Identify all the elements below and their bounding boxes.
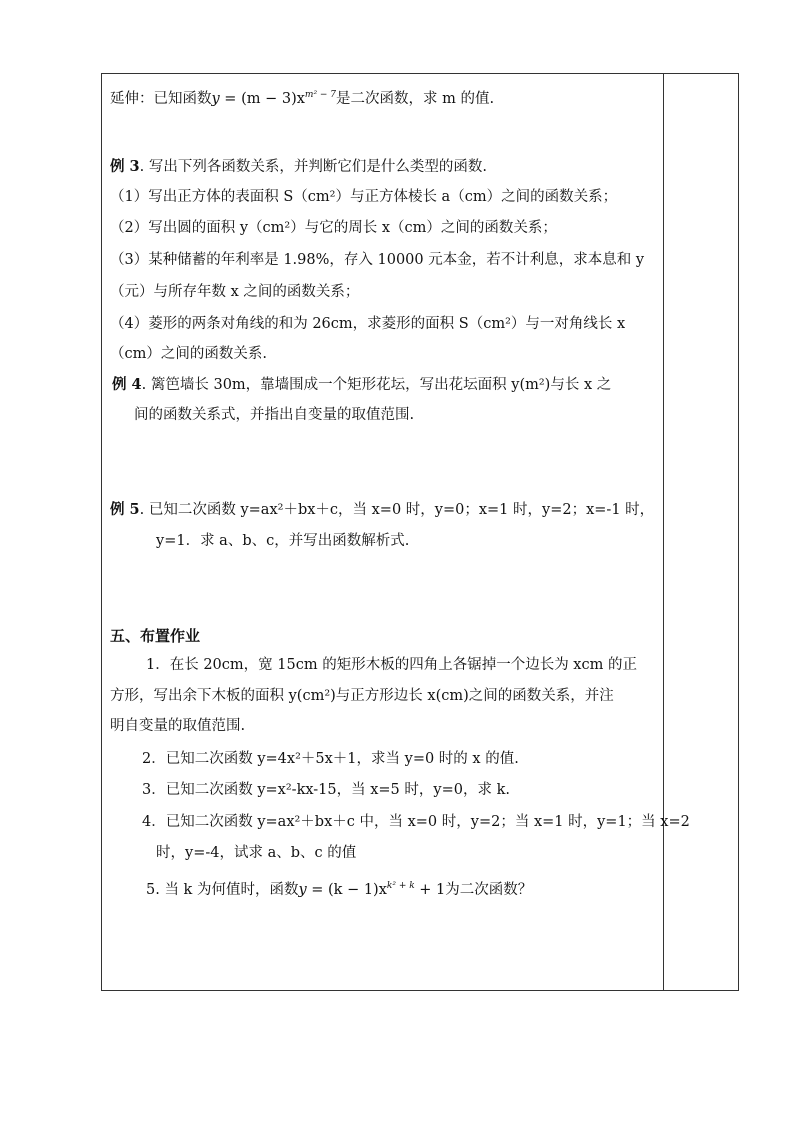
example4-label: 例 4 bbox=[112, 376, 142, 393]
homework-line-7: 时，y=-4，试求 a、b、c 的值 bbox=[156, 845, 357, 861]
homework-line-5: 3．已知二次函数 y=x²-kx-15，当 x=5 时，y=0，求 k. bbox=[142, 782, 510, 798]
homework-line-2: 方形，写出余下木板的面积 y(cm²)与正方形边长 x(cm)之间的函数关系，并注 bbox=[110, 688, 614, 704]
example3-item-4-cont: （cm）之间的函数关系. bbox=[110, 346, 267, 362]
example3-label: 例 3 bbox=[110, 158, 140, 175]
homework-line-4: 2．已知二次函数 y=4x²＋5x＋1，求当 y=0 时的 x 的值. bbox=[142, 751, 519, 767]
homework-line-6: 4．已知二次函数 y=ax²＋bx＋c 中，当 x=0 时，y=2；当 x=1 时，y=1；当 x=2 bbox=[142, 814, 690, 830]
homework-q5: 5. 当 k 为何值时，函数$y = (k - 1)x^{k^2 + k} + 1$为二次函数？ bbox=[146, 881, 533, 898]
example3-item-1: （1）写出正方体的表面积 S（cm²）与正方体棱长 a（cm）之间的函数关系； bbox=[110, 189, 618, 205]
homework-heading: 五、布置作业 bbox=[110, 627, 201, 645]
column-divider bbox=[663, 73, 664, 991]
homework-line-3: 明自变量的取值范围. bbox=[110, 718, 246, 734]
example3-heading bbox=[110, 157, 487, 177]
homework-q5-formula: $y = (k - 1)x^{k^2 + k} + 1$ bbox=[298, 881, 446, 898]
extension-formula: $y = (m - 3)x^{m^2 - 7}$ bbox=[211, 90, 337, 107]
example5-line1: 例 5. 已知二次函数 y=ax²＋bx＋c，当 x=0 时，y=0；x=1 时，y=2；x=-1 时， bbox=[110, 501, 655, 518]
example3-title: . 写出下列各函数关系，并判断它们是什么类型的函数. bbox=[139, 159, 487, 175]
example4-line2: 间的函数关系式，并指出自变量的取值范围. bbox=[134, 407, 415, 423]
extension-prefix: 延伸：已知函数 bbox=[110, 91, 212, 107]
example3-item-2: （2）写出圆的面积 y（cm²）与它的周长 x（cm）之间的函数关系； bbox=[110, 220, 557, 236]
example4-line1: 例 4. 篱笆墙长 30m，靠墙围成一个矩形花坛，写出花坛面积 y(m²)与长 x 之 bbox=[112, 376, 612, 393]
extension-line bbox=[110, 89, 494, 109]
example3-item-3: （3）某种储蓄的年利率是 1.98%，存入 10000 元本金，若不计利息，求本息和 y bbox=[110, 252, 645, 268]
example3-item-4: （4）菱形的两条对角线的和为 26cm，求菱形的面积 S（cm²）与一对角线长 x bbox=[110, 316, 626, 332]
homework-line-1: 1．在长 20cm，宽 15cm 的矩形木板的四角上各锯掉一个边长为 xcm 的正 bbox=[146, 657, 637, 673]
example5-line2: y=1．求 a、b、c，并写出函数解析式. bbox=[156, 533, 410, 549]
example3-item-3-cont: （元）与所存年数 x 之间的函数关系； bbox=[110, 284, 360, 300]
example5-label: 例 5 bbox=[110, 501, 140, 518]
extension-suffix: 是二次函数，求 m 的值. bbox=[336, 91, 495, 107]
